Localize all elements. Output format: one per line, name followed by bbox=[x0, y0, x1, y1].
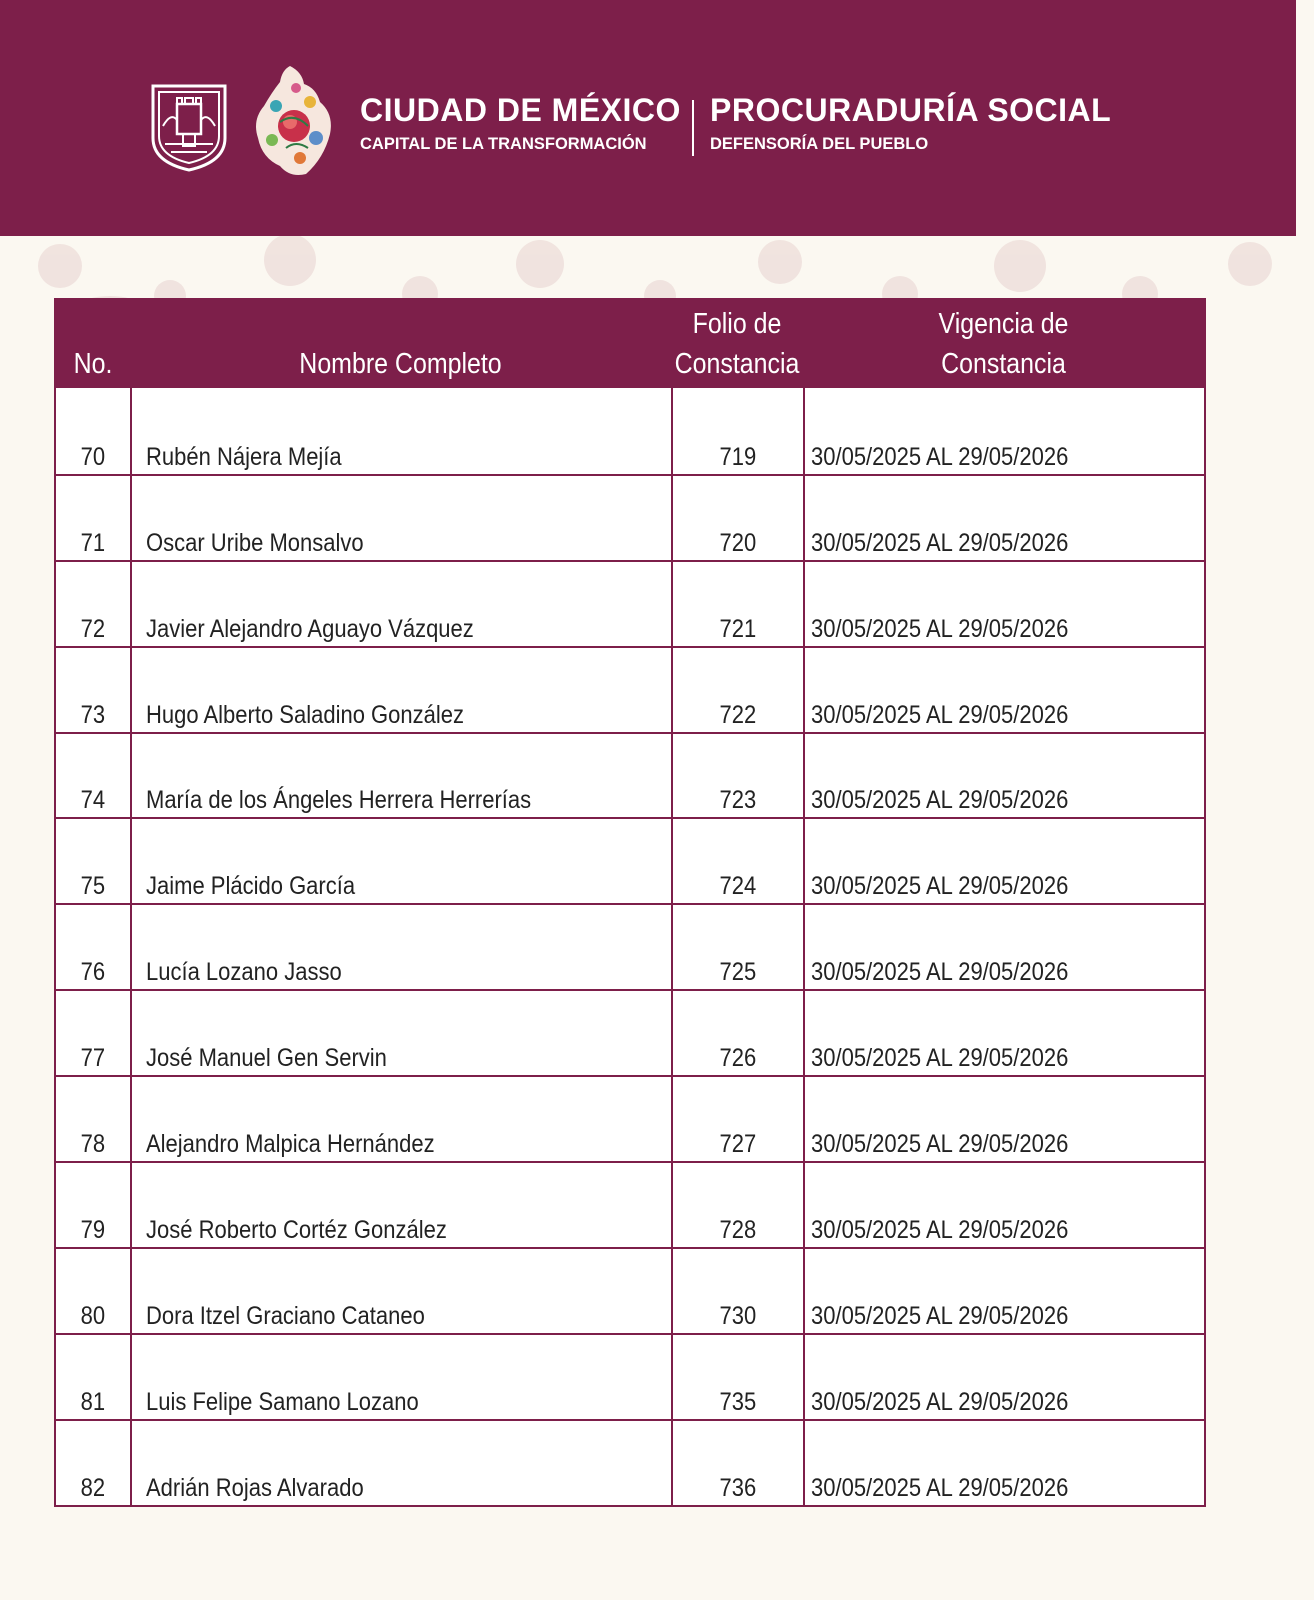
cdmx-floral-map-icon bbox=[250, 62, 342, 180]
cell-no bbox=[56, 388, 130, 474]
table-row bbox=[56, 1419, 1204, 1505]
cell-no-text: 71 bbox=[80, 528, 106, 557]
header-vigencia-line2: Constancia bbox=[941, 348, 1066, 380]
table-row bbox=[56, 474, 1204, 560]
cell-folio-text: 730 bbox=[719, 1301, 757, 1330]
table-row bbox=[56, 1247, 1204, 1333]
cell-folio bbox=[671, 648, 803, 732]
cell-nombre-text: Luis Felipe Samano Lozano bbox=[146, 1387, 419, 1416]
cell-no-text: 79 bbox=[80, 1215, 106, 1244]
cell-folio bbox=[671, 1163, 803, 1247]
table-row bbox=[56, 732, 1204, 818]
cell-folio bbox=[671, 905, 803, 989]
table-row bbox=[56, 989, 1204, 1075]
cell-folio-text: 722 bbox=[719, 700, 757, 729]
cell-no-text: 80 bbox=[80, 1301, 106, 1330]
cell-no bbox=[56, 1335, 130, 1419]
cell-folio-text: 728 bbox=[719, 1215, 757, 1244]
cell-nombre-text: Rubén Nájera Mejía bbox=[146, 442, 342, 471]
header-nombre: Nombre Completo bbox=[299, 348, 502, 380]
cell-vigencia bbox=[803, 388, 1204, 474]
cell-vigencia-text: 30/05/2025 AL 29/05/2026 bbox=[811, 1301, 1069, 1330]
cell-folio bbox=[671, 991, 803, 1075]
cell-vigencia bbox=[803, 991, 1204, 1075]
cell-vigencia-text: 30/05/2025 AL 29/05/2026 bbox=[811, 528, 1069, 557]
cell-vigencia bbox=[803, 905, 1204, 989]
cell-vigencia bbox=[803, 1163, 1204, 1247]
cell-no-text: 81 bbox=[80, 1387, 106, 1416]
cell-no bbox=[56, 476, 130, 560]
cell-nombre-text: Javier Alejandro Aguayo Vázquez bbox=[146, 614, 474, 643]
cell-no bbox=[56, 819, 130, 903]
cell-no-text: 82 bbox=[80, 1473, 106, 1502]
cell-nombre-text: José Manuel Gen Servin bbox=[146, 1044, 387, 1073]
cell-no bbox=[56, 648, 130, 732]
cell-vigencia-text: 30/05/2025 AL 29/05/2026 bbox=[811, 1387, 1069, 1416]
cell-no-text: 70 bbox=[80, 442, 106, 471]
table-header bbox=[56, 300, 1204, 388]
cell-folio-text: 735 bbox=[719, 1387, 757, 1416]
cell-vigencia-text: 30/05/2025 AL 29/05/2026 bbox=[811, 872, 1069, 901]
cdmx-shield-icon bbox=[149, 82, 229, 174]
cell-folio-text: 727 bbox=[719, 1130, 757, 1159]
cell-vigencia bbox=[803, 1421, 1204, 1505]
header-no: No. bbox=[73, 348, 113, 380]
table-row bbox=[56, 388, 1204, 474]
cell-folio bbox=[671, 1077, 803, 1161]
cell-no-text: 76 bbox=[80, 958, 106, 987]
table-row bbox=[56, 1161, 1204, 1247]
cell-nombre-text: Oscar Uribe Monsalvo bbox=[146, 528, 364, 557]
header-folio-line1: Folio de bbox=[692, 308, 782, 340]
cell-folio bbox=[671, 1249, 803, 1333]
cell-folio bbox=[671, 562, 803, 646]
constancias-table bbox=[54, 298, 1206, 1507]
cell-folio-text: 720 bbox=[719, 528, 757, 557]
cell-folio bbox=[671, 1421, 803, 1505]
cell-vigencia-text: 30/05/2025 AL 29/05/2026 bbox=[811, 1044, 1069, 1073]
cell-no-text: 74 bbox=[80, 786, 106, 815]
cell-vigencia bbox=[803, 734, 1204, 818]
brand-divider bbox=[692, 100, 694, 156]
header-vigencia-line1: Vigencia de bbox=[938, 308, 1069, 340]
cell-vigencia bbox=[803, 1249, 1204, 1333]
cell-no-text: 77 bbox=[80, 1044, 106, 1073]
brand-cdmx-title: CIUDAD DE MÉXICO bbox=[360, 92, 681, 128]
cell-vigencia bbox=[803, 1335, 1204, 1419]
cell-nombre-text: Lucía Lozano Jasso bbox=[146, 958, 342, 987]
table-row bbox=[56, 560, 1204, 646]
cell-nombre-text: José Roberto Cortéz González bbox=[146, 1215, 447, 1244]
cell-no-text: 72 bbox=[80, 614, 106, 643]
cell-folio-text: 723 bbox=[719, 786, 757, 815]
cell-nombre-text: María de los Ángeles Herrera Herrerías bbox=[146, 786, 532, 815]
cell-vigencia bbox=[803, 562, 1204, 646]
cell-no bbox=[56, 734, 130, 818]
cell-vigencia-text: 30/05/2025 AL 29/05/2026 bbox=[811, 614, 1069, 643]
cell-folio-text: 725 bbox=[719, 958, 757, 987]
table-row bbox=[56, 1333, 1204, 1419]
table-row bbox=[56, 1075, 1204, 1161]
table-row bbox=[56, 646, 1204, 732]
header-vigencia bbox=[831, 300, 1176, 388]
cell-nombre-text: Hugo Alberto Saladino González bbox=[146, 700, 464, 729]
cell-vigencia-text: 30/05/2025 AL 29/05/2026 bbox=[811, 1473, 1069, 1502]
cell-nombre-text: Alejandro Malpica Hernández bbox=[146, 1130, 435, 1159]
brand-procuraduria-title: PROCURADURÍA SOCIAL bbox=[710, 92, 1112, 128]
cell-vigencia bbox=[803, 476, 1204, 560]
table-row bbox=[56, 817, 1204, 903]
cell-no bbox=[56, 991, 130, 1075]
brand-procuraduria bbox=[710, 92, 1111, 154]
cell-nombre-text: Jaime Plácido García bbox=[146, 872, 356, 901]
header-folio bbox=[674, 300, 800, 388]
cell-folio-text: 736 bbox=[719, 1473, 757, 1502]
cell-no bbox=[56, 562, 130, 646]
cell-vigencia-text: 30/05/2025 AL 29/05/2026 bbox=[811, 442, 1069, 471]
table-body bbox=[56, 388, 1204, 1505]
cell-no-text: 75 bbox=[80, 872, 106, 901]
cell-folio bbox=[671, 819, 803, 903]
cell-folio-text: 719 bbox=[719, 442, 757, 471]
cell-nombre bbox=[130, 1077, 671, 1161]
brand-cdmx-subtitle: CAPITAL DE LA TRANSFORMACIÓN bbox=[360, 135, 647, 153]
cell-nombre bbox=[130, 819, 671, 903]
cell-nombre bbox=[130, 1335, 671, 1419]
cell-folio bbox=[671, 388, 803, 474]
cell-nombre bbox=[130, 562, 671, 646]
cell-no bbox=[56, 1249, 130, 1333]
cell-nombre bbox=[130, 648, 671, 732]
cell-vigencia-text: 30/05/2025 AL 29/05/2026 bbox=[811, 1215, 1069, 1244]
cell-nombre bbox=[130, 476, 671, 560]
cell-no bbox=[56, 1163, 130, 1247]
cell-nombre bbox=[130, 1421, 671, 1505]
cell-vigencia bbox=[803, 648, 1204, 732]
cell-no bbox=[56, 1421, 130, 1505]
cell-no bbox=[56, 1077, 130, 1161]
cell-vigencia bbox=[803, 1077, 1204, 1161]
cell-folio-text: 724 bbox=[719, 872, 757, 901]
cell-folio-text: 721 bbox=[719, 614, 757, 643]
cell-folio-text: 726 bbox=[719, 1044, 757, 1073]
cell-folio bbox=[671, 1335, 803, 1419]
table-row bbox=[56, 903, 1204, 989]
cell-vigencia bbox=[803, 819, 1204, 903]
cell-nombre bbox=[130, 388, 671, 474]
cell-nombre bbox=[130, 1249, 671, 1333]
cell-no-text: 73 bbox=[80, 700, 106, 729]
cell-nombre bbox=[130, 734, 671, 818]
brand-cdmx bbox=[360, 92, 681, 154]
cell-nombre bbox=[130, 905, 671, 989]
cell-nombre bbox=[130, 1163, 671, 1247]
cell-folio bbox=[671, 476, 803, 560]
cell-vigencia-text: 30/05/2025 AL 29/05/2026 bbox=[811, 700, 1069, 729]
cell-nombre-text: Dora Itzel Graciano Cataneo bbox=[146, 1301, 425, 1330]
cell-nombre-text: Adrián Rojas Alvarado bbox=[146, 1473, 364, 1502]
header-banner bbox=[0, 0, 1296, 236]
cell-nombre bbox=[130, 991, 671, 1075]
brand-procuraduria-subtitle: DEFENSORÍA DEL PUEBLO bbox=[710, 135, 929, 153]
cell-no-text: 78 bbox=[80, 1130, 106, 1159]
cell-vigencia-text: 30/05/2025 AL 29/05/2026 bbox=[811, 1130, 1069, 1159]
header-folio-line2: Constancia bbox=[674, 348, 800, 380]
cell-vigencia-text: 30/05/2025 AL 29/05/2026 bbox=[811, 958, 1069, 987]
cell-no bbox=[56, 905, 130, 989]
cell-folio bbox=[671, 734, 803, 818]
cell-vigencia-text: 30/05/2025 AL 29/05/2026 bbox=[811, 786, 1069, 815]
